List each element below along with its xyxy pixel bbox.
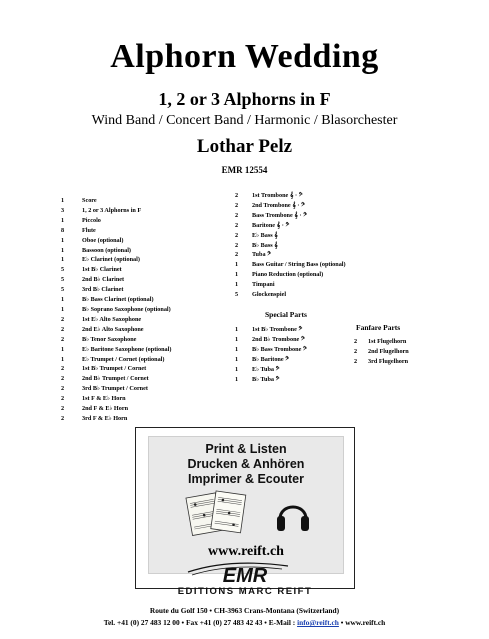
part-row — [61, 355, 171, 365]
part-label: 3rd F & E♭ Horn — [82, 414, 128, 422]
part-count: 3 — [61, 206, 65, 214]
special-parts-list — [235, 325, 307, 384]
part-label: B♭ Tuba 𝄢 — [252, 375, 280, 383]
part-label: 1st F & E♭ Horn — [82, 395, 126, 403]
part-count: 2 — [354, 338, 358, 345]
part-row — [61, 246, 171, 256]
parts-list-right — [235, 191, 346, 300]
part-count: 2 — [61, 335, 65, 343]
part-row — [235, 335, 307, 345]
part-row — [61, 335, 171, 345]
part-count: 1 — [235, 326, 239, 333]
part-label: 2nd E♭ Alto Saxophone — [82, 325, 144, 333]
part-count: 1 — [61, 246, 65, 254]
part-label: B♭ Tenor Saxophone — [82, 335, 137, 343]
part-label: E♭ Bass 𝄞 — [252, 231, 278, 239]
part-label: Glockenspiel — [252, 291, 287, 299]
part-label: B♭ Bass Trombone 𝄢 — [252, 345, 307, 353]
part-label: B♭ Baritone 𝄢 — [252, 355, 290, 363]
part-row — [235, 355, 307, 365]
part-label: 1st Trombone 𝄞 · 𝄢 — [252, 192, 303, 199]
part-count: 1 — [235, 335, 239, 343]
part-count: 2 — [61, 395, 65, 403]
part-count: 5 — [235, 291, 239, 299]
part-count: 1 — [235, 365, 239, 373]
part-row — [61, 275, 171, 285]
part-row — [235, 280, 346, 290]
part-row — [61, 414, 171, 424]
part-count: 2 — [61, 405, 65, 413]
part-count: 2 — [61, 375, 65, 383]
part-label: 2nd B♭ Clarinet — [82, 276, 125, 284]
part-row — [61, 315, 171, 325]
part-row — [235, 290, 346, 300]
part-label: E♭ Tuba 𝄢 — [252, 365, 280, 373]
emr-logo — [170, 558, 320, 598]
part-label: 1, 2 or 3 Alphorns in F — [82, 206, 142, 214]
part-count: 1 — [61, 236, 65, 244]
part-count: 1 — [61, 296, 65, 304]
part-label: B♭ Soprano Saxophone (optional) — [82, 305, 171, 313]
part-count: 1 — [235, 271, 239, 279]
part-count: 2 — [61, 385, 65, 393]
part-row — [235, 345, 307, 355]
part-count: 5 — [61, 266, 65, 274]
contact-line — [0, 618, 489, 627]
part-count: 1 — [61, 305, 65, 313]
part-row — [61, 384, 171, 394]
part-row — [61, 216, 171, 226]
part-row — [235, 250, 346, 260]
part-count: 2 — [235, 211, 239, 219]
website-link[interactable]: www.reift.ch — [208, 544, 284, 559]
part-row — [61, 364, 171, 374]
part-row — [235, 191, 346, 201]
part-row — [61, 265, 171, 275]
part-count: 2 — [235, 241, 239, 249]
part-row — [61, 305, 171, 315]
part-row — [61, 236, 171, 246]
composer-name: Lothar Pelz — [196, 136, 293, 157]
part-count: 1 — [61, 216, 65, 224]
part-row — [61, 295, 171, 305]
part-label: B♭ Bass Clarinet (optional) — [82, 296, 154, 304]
part-count: 2 — [354, 357, 358, 365]
part-count: 1 — [235, 375, 239, 383]
part-count: 8 — [61, 226, 65, 234]
fanfare-parts-list — [354, 337, 409, 367]
part-label: Piccolo — [82, 216, 101, 224]
part-row — [61, 325, 171, 335]
part-row — [235, 241, 346, 251]
fanfare-parts-heading: Fanfare Parts — [356, 323, 401, 332]
parts-list-left — [61, 196, 171, 424]
part-label: 1st Flugelhorn — [368, 338, 407, 345]
part-row — [235, 365, 307, 375]
part-row — [61, 226, 171, 236]
part-label: E♭ Trumpet / Cornet (optional) — [82, 355, 165, 363]
part-label: 1st B♭ Trombone 𝄢 — [252, 326, 303, 333]
part-count: 2 — [235, 201, 239, 209]
part-row — [61, 374, 171, 384]
part-count: 1 — [235, 281, 239, 289]
catalog-number: EMR 12554 — [221, 165, 268, 175]
part-label: Bassoon (optional) — [82, 246, 131, 254]
part-label: 1st B♭ Clarinet — [82, 266, 122, 274]
part-row — [235, 211, 346, 221]
banner-panel — [148, 436, 344, 574]
part-row — [235, 221, 346, 231]
part-label: Timpani — [252, 281, 275, 289]
part-label: 1st B♭ Trumpet / Cornet — [82, 365, 147, 373]
part-label: 2nd Flugelhorn — [368, 347, 409, 355]
part-count: 1 — [235, 345, 239, 353]
part-count: 2 — [61, 315, 65, 323]
part-row — [354, 357, 409, 367]
banner-line-2: Drucken & Anhören — [187, 457, 305, 471]
part-row — [61, 255, 171, 265]
part-row — [354, 347, 409, 357]
part-row — [235, 231, 346, 241]
part-row — [61, 345, 171, 355]
part-count: 1 — [61, 355, 65, 363]
part-count: 1 — [61, 345, 65, 353]
part-label: 3rd B♭ Clarinet — [82, 286, 124, 294]
special-parts-heading: Special Parts — [265, 310, 307, 319]
contact-website: • www.reift.ch — [338, 618, 386, 627]
part-count: 5 — [61, 276, 65, 284]
part-label: 2nd B♭ Trombone 𝄢 — [252, 335, 305, 343]
banner-line-3: Imprimer & Ecouter — [187, 472, 304, 486]
part-label: Flute — [82, 226, 96, 234]
part-label: B♭ Bass 𝄞 — [252, 241, 278, 249]
part-label: 3rd B♭ Trumpet / Cornet — [82, 385, 148, 393]
part-count: 2 — [61, 365, 65, 373]
part-row — [61, 206, 171, 216]
contact-phone-fax: Tel. +41 (0) 27 483 12 00 • Fax +41 (0) 27 483 42 43 • E-Mail : — [103, 618, 298, 627]
logo-publisher-text: EDITIONS MARC REIFT — [177, 586, 313, 597]
part-count: 1 — [61, 197, 65, 204]
part-label: Score — [82, 197, 97, 204]
part-row — [235, 201, 346, 211]
part-count: 2 — [235, 221, 239, 229]
part-row — [235, 270, 346, 280]
ensemble-line: Wind Band / Concert Band / Harmonic / Blasorchester — [91, 113, 398, 128]
part-row — [61, 196, 171, 206]
part-label: 2nd Trombone 𝄞 · 𝄢 — [252, 201, 306, 209]
publisher-address: Route du Golf 150 • CH-3963 Crans-Montana (Switzerland) — [149, 606, 340, 615]
part-label: 3rd Flugelhorn — [368, 357, 409, 365]
part-row — [235, 260, 346, 270]
part-count: 2 — [61, 414, 65, 422]
banner-line-1: Print & Listen — [205, 442, 287, 456]
part-count: 1 — [61, 256, 65, 264]
part-label: Bass Guitar / String Bass (optional) — [252, 261, 346, 269]
part-count: 2 — [61, 325, 65, 333]
part-label: E♭ Baritone Saxophone (optional) — [82, 345, 172, 353]
part-label: 1st E♭ Alto Saxophone — [82, 315, 142, 323]
page-title: Alphorn Wedding — [110, 38, 379, 75]
part-count: 1 — [235, 261, 239, 269]
logo-emr-text: EMR — [222, 565, 268, 587]
email-link[interactable]: info@reift.ch — [297, 618, 339, 627]
part-label: Bass Trombone 𝄞 · 𝄢 — [252, 211, 308, 219]
part-label: 2nd F & E♭ Horn — [82, 405, 129, 413]
part-count: 2 — [235, 192, 239, 199]
headphones-icon — [275, 495, 311, 535]
part-label: Tuba 𝄢 — [252, 251, 272, 259]
part-count: 2 — [235, 251, 239, 259]
part-label: 2nd B♭ Trumpet / Cornet — [82, 375, 149, 383]
part-row — [235, 325, 307, 335]
part-count: 2 — [354, 347, 358, 355]
part-row — [61, 285, 171, 295]
part-label: E♭ Clarinet (optional) — [82, 256, 140, 264]
part-count: 2 — [235, 231, 239, 239]
part-row — [61, 404, 171, 414]
part-row — [235, 375, 307, 385]
part-row — [61, 394, 171, 404]
part-row — [354, 337, 409, 347]
part-count: 5 — [61, 286, 65, 294]
part-label: Piano Reduction (optional) — [252, 271, 324, 279]
sheet-music-icon — [185, 489, 249, 539]
part-count: 1 — [235, 355, 239, 363]
part-label: Baritone 𝄞 · 𝄢 — [252, 221, 290, 229]
part-label: Oboe (optional) — [82, 236, 124, 244]
subtitle: 1, 2 or 3 Alphorns in F — [158, 89, 331, 109]
